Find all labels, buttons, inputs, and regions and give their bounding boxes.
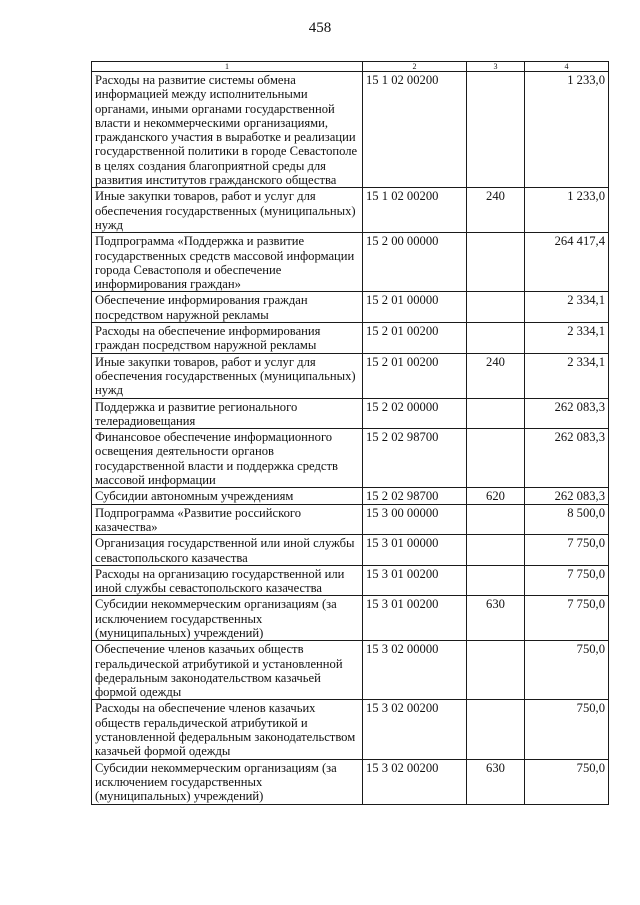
table-row [92, 488, 609, 504]
row-code-cell: 15 3 00 00000 [363, 504, 467, 535]
row-name-cell: Поддержка и развитие регионального телерадиовещания [92, 398, 363, 429]
row-code-cell: 15 2 02 00000 [363, 398, 467, 429]
row-code-cell: 15 3 01 00200 [363, 565, 467, 596]
row-name-cell: Подпрограмма «Поддержка и развитие государственных средств массовой информации города Севастополя и обеспечение информирования граждан» [92, 233, 363, 292]
row-code-cell: 15 3 02 00000 [363, 641, 467, 700]
row-amount-cell: 262 083,3 [525, 488, 609, 504]
row-amount-cell: 7 750,0 [525, 565, 609, 596]
row-code-cell: 15 3 01 00000 [363, 535, 467, 566]
row-amount-cell: 750,0 [525, 641, 609, 700]
table-row [92, 641, 609, 700]
budget-table [91, 61, 609, 805]
table-row [92, 535, 609, 566]
table-row [92, 292, 609, 323]
row-name-cell: Иные закупки товаров, работ и услуг для обеспечения государственных (муниципальных) нужд [92, 353, 363, 398]
row-code-cell: 15 2 02 98700 [363, 488, 467, 504]
header-col-1: 1 [92, 62, 363, 72]
header-col-3: 3 [467, 62, 525, 72]
row-expense-type-cell: 620 [467, 488, 525, 504]
row-expense-type-cell [467, 535, 525, 566]
row-expense-type-cell: 630 [467, 759, 525, 804]
row-code-cell: 15 2 01 00200 [363, 323, 467, 354]
row-code-cell: 15 2 01 00000 [363, 292, 467, 323]
page-number: 458 [308, 20, 332, 36]
row-amount-cell: 2 334,1 [525, 292, 609, 323]
row-expense-type-cell: 630 [467, 596, 525, 641]
row-amount-cell: 1 233,0 [525, 72, 609, 188]
row-expense-type-cell [467, 565, 525, 596]
row-amount-cell: 2 334,1 [525, 353, 609, 398]
row-amount-cell: 7 750,0 [525, 535, 609, 566]
row-code-cell: 15 3 02 00200 [363, 759, 467, 804]
row-amount-cell: 2 334,1 [525, 323, 609, 354]
row-amount-cell: 1 233,0 [525, 188, 609, 233]
row-name-cell: Финансовое обеспечение информационного освещения деятельности органов государственной власти и поддержка средств массовой информации [92, 429, 363, 488]
row-expense-type-cell [467, 323, 525, 354]
row-name-cell: Субсидии некоммерческим организациям (за исключением государственных (муниципальных) учреждений) [92, 759, 363, 804]
table-row [92, 233, 609, 292]
table-row [92, 700, 609, 759]
row-expense-type-cell [467, 700, 525, 759]
row-name-cell: Обеспечение информирования граждан посредством наружной рекламы [92, 292, 363, 323]
row-amount-cell: 7 750,0 [525, 596, 609, 641]
row-code-cell: 15 1 02 00200 [363, 72, 467, 188]
row-expense-type-cell [467, 233, 525, 292]
row-expense-type-cell: 240 [467, 353, 525, 398]
table-row [92, 504, 609, 535]
row-expense-type-cell [467, 398, 525, 429]
row-expense-type-cell [467, 641, 525, 700]
row-expense-type-cell [467, 429, 525, 488]
row-name-cell: Расходы на обеспечение информирования граждан посредством наружной рекламы [92, 323, 363, 354]
row-amount-cell: 750,0 [525, 700, 609, 759]
table-row [92, 72, 609, 188]
row-expense-type-cell [467, 292, 525, 323]
row-code-cell: 15 3 01 00200 [363, 596, 467, 641]
header-col-4: 4 [525, 62, 609, 72]
row-amount-cell: 262 083,3 [525, 398, 609, 429]
table-row [92, 188, 609, 233]
table-row [92, 596, 609, 641]
row-amount-cell: 750,0 [525, 759, 609, 804]
row-amount-cell: 8 500,0 [525, 504, 609, 535]
row-amount-cell: 264 417,4 [525, 233, 609, 292]
row-expense-type-cell: 240 [467, 188, 525, 233]
row-expense-type-cell [467, 72, 525, 188]
header-col-2: 2 [363, 62, 467, 72]
row-name-cell: Расходы на развитие системы обмена информацией между исполнительными органами, иными органами государственной власти и некоммерческими организациями, гражданского участия в выработке и реализации государственной политики в городе Севастополе в целях создания благоприятной среды для развития институтов гражданского общества [92, 72, 363, 188]
row-expense-type-cell [467, 504, 525, 535]
row-code-cell: 15 2 02 98700 [363, 429, 467, 488]
row-code-cell: 15 3 02 00200 [363, 700, 467, 759]
table-row [92, 398, 609, 429]
table-body [92, 72, 609, 805]
table-row [92, 353, 609, 398]
row-code-cell: 15 2 00 00000 [363, 233, 467, 292]
table-row [92, 759, 609, 804]
row-name-cell: Обеспечение членов казачьих обществ геральдической атрибутикой и установленной федеральным законодательством казачьей формой одежды [92, 641, 363, 700]
row-name-cell: Иные закупки товаров, работ и услуг для обеспечения государственных (муниципальных) нужд [92, 188, 363, 233]
row-code-cell: 15 2 01 00200 [363, 353, 467, 398]
row-name-cell: Расходы на обеспечение членов казачьих обществ геральдической атрибутикой и установленной федеральным законодательством казачьей формой одежды [92, 700, 363, 759]
table-row [92, 429, 609, 488]
table-row [92, 323, 609, 354]
table-header-row [92, 62, 609, 72]
row-amount-cell: 262 083,3 [525, 429, 609, 488]
row-name-cell: Подпрограмма «Развитие российского казачества» [92, 504, 363, 535]
row-name-cell: Субсидии некоммерческим организациям (за исключением государственных (муниципальных) учреждений) [92, 596, 363, 641]
row-code-cell: 15 1 02 00200 [363, 188, 467, 233]
table-row [92, 565, 609, 596]
row-name-cell: Организация государственной или иной службы севастопольского казачества [92, 535, 363, 566]
row-name-cell: Субсидии автономным учреждениям [92, 488, 363, 504]
row-name-cell: Расходы на организацию государственной или иной службы севастопольского казачества [92, 565, 363, 596]
